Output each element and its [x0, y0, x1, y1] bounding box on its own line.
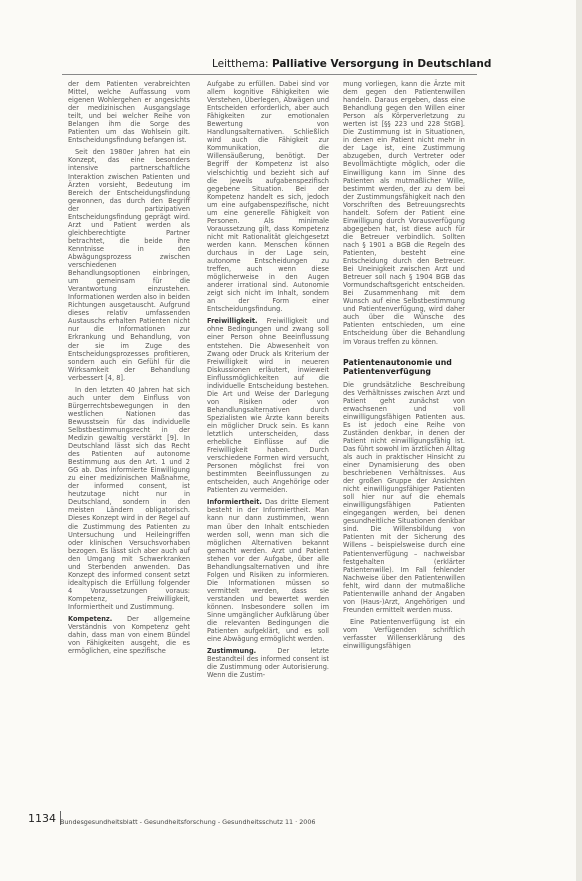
paragraph: Aufgabe zu erfüllen. Dabei sind vor allem kognitive Fähigkeiten wie Verstehen, Überlegen, Abwägen und Entscheiden erforderlich, aber auch Fähigkeiten zur emotionalen Bewertung von Handlungsalternativen. Schließlich wird auch die Fähigkeit zur Kommunikation, die Willensäußerung, benötigt. Der Begriff der Kompetenz ist also vielschichtig und bezieht sich auf die jeweils aufgabenspezifisch gegebene Situation. Bei der Kompetenz handelt es sich, jedoch um eine aufgabenspezifische, nicht um eine generelle Fähigkeit von Personen. Als minimale Voraussetzung gilt, dass Kompetenz nicht mit Rationalität gleichgesetzt werden kann. Menschen können durchaus in der Lage sein, autonome Entscheidungen zu treffen, auch wenn diese möglicherweise in den Augen anderer irrational sind. Autonomie zeigt sich nicht im Inhalt, sondern an der Form einer Entscheidungsfindung.: [207, 80, 329, 314]
run-in-heading: Informiertheit.: [207, 498, 262, 507]
paragraph: Seit den 1980er Jahren hat ein Konzept, das eine besonders intensive partnerschaftliche Interaktion zwischen Patienten und Ärzten vorsieht, Bedeutung im Bereich der Entscheidungsfindung gewonnen, das durch den Begriff der partizipativen Entscheidungsfindung geprägt wird. Arzt und Patient werden als gleichberechtigte Partner betrachtet, die beide ihre Kenntnisse in den Abwägungsprozess zwischen verschiedenen Behandlungsoptionen einbringen, um gemeinsam für die Verantwortung einzustehen. Informationen werden also in beiden Richtungen ausgetauscht. Aufgrund dieses relativ umfassenden Austauschs erhalten Patienten nicht nur die Informationen zur Erkrankung und Behandlung, von der sie im Zuge des Entscheidungsprozesses profitieren, sondern auch ein Gefühl für die Wirksamkeit der Behandlung verbessert [4, 8].: [68, 148, 190, 382]
journal-footer: Bundesgesundheitsblatt - Gesundheitsforschung - Gesundheitsschutz 11 · 2006: [60, 818, 316, 826]
paragraph-text: Das dritte Element besteht in der Informiertheit. Man kann nur dann zustimmen, wenn man über den Inhalt entschieden werden soll, wenn man sich die möglichen Alternativen bekannt gemacht werden. Arzt und Patient stehen vor der Aufgabe, über alle Behandlungsalternativen und ihre Folgen und Risiken zu informieren. Die Informationen müssen so vermittelt werden, dass sie verstanden und bewertet werden können. Insbesondere sollen im Sinne umgänglicher Aufklärung über die relevanten Bedingungen die Patienten aufgeklärt, und es soll eine Abwägung ermöglicht werden.: [207, 498, 329, 644]
header-rule: [62, 74, 477, 75]
paragraph: Die grundsätzliche Beschreibung des Verhältnisses zwischen Arzt und Patient geht zunächst von erwachsenen und voll einwilligungsfähigen Patienten aus. Es ist jedoch eine Reihe von Zuständen denkbar, in denen der Patient nicht einwilligungsfähig ist. Das führt sowohl im ärztlichen Alltag als auch in praktischer Hinsicht zu einer Dynamisierung des oben beschriebenen Verhältnisses. Aus der großen Gruppe der Ansichten nicht einwilligungsfähiger Patienten soll hier nur auf die ehemals einwilligungsfähigen Patienten eingegangen werden, bei denen gesundheitliche Situationen denkbar sind. Die Willensbildung von Patienten mit der Sicherung des Willens – beispielsweise durch eine Patientenverfügung – nachweisbar festgehalten (erklärter Patientenwille). Im Fall fehlender Nachweise über den Patientenwillen fehlt, wird dann der mutmaßliche Patientenwille anhand der Angaben von (Haus-)Arzt, Angehörigen und Freunden ermittelt werden muss.: [343, 380, 465, 614]
run-in-heading: Kompetenz.: [68, 615, 113, 624]
scan-edge: [576, 0, 582, 881]
column-3: [343, 80, 465, 654]
paragraph: Eine Patientenverfügung ist ein vom Verfügenden schriftlich verfasster Willenserklärung des einwilligungsfähigen: [343, 617, 465, 651]
paragraph-consent: [207, 647, 329, 679]
run-in-heading: Zustimmung.: [207, 647, 257, 656]
paragraph-competence: [68, 615, 190, 655]
paragraph-text: Der allgemeine Verständnis von Kompetenz geht dahin, dass man von einem Bündel von Fähigkeiten ausgeht, die es ermöglichen, eine spezifische: [68, 615, 190, 656]
paragraph: der dem Patienten verabreichten Mittel, welche Auffassung vom eigenen Wohlergehen er angesichts der medizinischen Ausgangslage teilt, und bei welcher Reihe von Belangen ihm die Sorge des Patienten um das Wohlsein gilt. Entscheidungsfindung befangen ist.: [68, 80, 190, 145]
section-heading: Patientenautonomie und Patientenverfügung: [343, 357, 452, 377]
paragraph: mung vorliegen, kann die Ärzte mit dem gegen den Patientenwillen handeln. Daraus ergeben, dass eine Behandlung gegen den Willen einer Person als Körperverletzung zu werten ist [§§ 223 und 228 StGB]. Die Zustimmung ist in Situationen, in denen ein Patient nicht mehr in der Lage ist, eine Zustimmung abzugeben, durch Vertreter oder Bevollmächtigte möglich, oder die Einwilligung kann im Sinne des Patienten als mutmaßlicher Wille, bestimmt werden, der zu dem bei der Zustimmungsfähigkeit nach den Vorschriften des Betreuungsrechts handelt. Sofern der Patient eine Einwilligung durch Vorausverfügung abgegeben hat, ist diese auch für die Betreuer verbindlich. Sollten nach § 1901 a BGB die Regeln des Patienten, besteht eine Entscheidung durch den Betreuer. Bei Uneinigkeit zwischen Arzt und Betreuer soll nach § 1904 BGB das Vormundschaftsgericht entscheiden. Bei Zusammenhang mit dem Wunsch auf eine Selbstbestimmung und Patientenverfügung, wird daher auch über die Wünsche des Patienten entschieden, um eine Entscheidung über die Behandlung im Voraus treffen zu können.: [343, 80, 465, 346]
paragraph-text: Freiwilligkeit und ohne Bedingungen und zwang soll einer Person ohne Beeinflussung entstehen. Die Abwesenheit von Zwang oder Druck als Kriterium der Freiwilligkeit wird in neueren Diskussionen erläutert, inwieweit Einflussmöglichkeiten auf die individuelle Entscheidung bestehen. Die Art und Weise der Darlegung von Risiken oder von Behandlungsalternativen durch Spezialisten wie Ärzte kann bereits ein möglicher Druck sein. Es kann letztlich unterscheiden, dass erhebliche Einflüsse auf die Freiwilligkeit haben. Durch verschiedene Formen wird versucht, Personen möglichst frei von bestimmten Beeinflussungen zu entscheiden, auch Angehörige oder Patienten zu vermeiden.: [207, 317, 329, 495]
run-in-heading: Freiwilligkeit.: [207, 317, 258, 326]
column-1: [68, 80, 190, 659]
header-title: Palliative Versorgung in Deutschland: [271, 58, 492, 70]
column-2: [207, 80, 329, 683]
paragraph-information: [207, 498, 329, 643]
paragraph-voluntariness: [207, 317, 329, 494]
paragraph: In den letzten 40 Jahren hat sich auch unter dem Einfluss von Bürgerrechtsbewegungen in den westlichen Nationen das Bewusstsein für das individuelle Selbstbestimmungsrecht in der Medizin gewaltig verstärkt [9]. In Deutschland lässt sich das Recht des Patienten auf autonome Bestimmung aus den Art. 1 und 2 GG ab. Das informierte Einwilligung zu einer medizinischen Maßnahme, der informed consent, ist heutzutage nicht nur in Deutschland, sondern in den meisten Ländern obligatorisch. Dieses Konzept wird in der Regel auf die Zustimmung des Patienten zu Untersuchung und Heileingriffen oder klinischen Versuchsvorhaben bezogen. Es lässt sich aber auch auf den Umgang mit Schwerkranken und Sterbenden anwenden. Das Konzept des informed consent setzt idealtypisch die Erfüllung folgender 4 Voraussetzungen voraus: Kompetenz, Freiwilligkeit, Informiertheit und Zustimmung.: [68, 385, 190, 611]
running-header: [212, 58, 491, 70]
header-prefix: Leitthema:: [212, 58, 272, 70]
page-number: 1134: [28, 812, 56, 825]
paragraph-text: Der letzte Bestandteil des informed consent ist die Zustimmung oder Autorisierung. Wenn die Zustim-: [207, 647, 329, 680]
